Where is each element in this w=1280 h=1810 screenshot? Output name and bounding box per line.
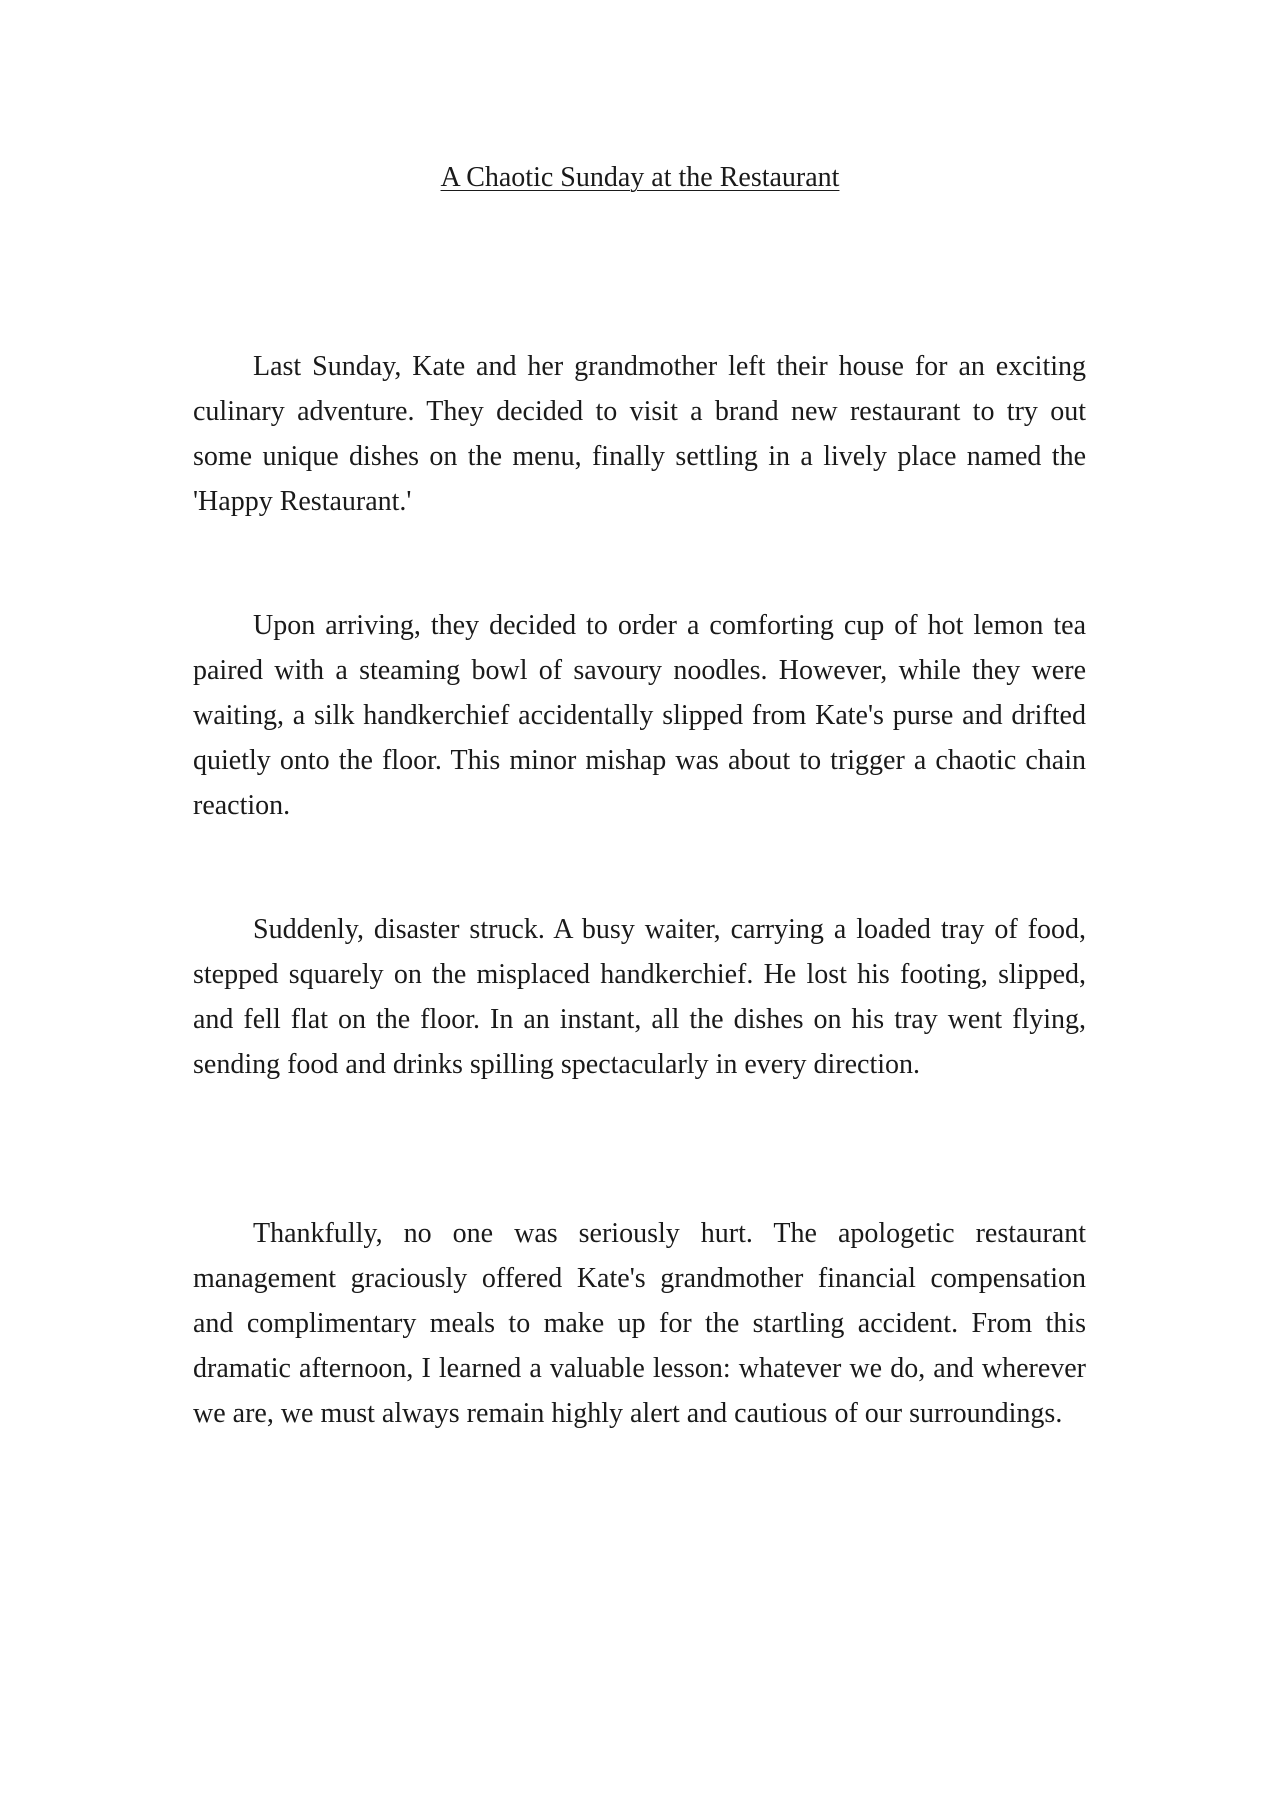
paragraph-3: Suddenly, disaster struck. A busy waiter, carrying a loaded tray of food, stepped squarely on the misplaced handkerchief. He lost his footing, slipped, and fell flat on the floor. In an instant, all the dishes on his tray went flying, sending food and drinks spilling spectacularly in every direction. [193,914,1086,1080]
paragraph-4: Thankfully, no one was seriously hurt. The apologetic restaurant management graciously offered Kate's grandmother financial compensation and complimentary meals to make up for the startling accident. From this dramatic afternoon, I learned a valuable lesson: whatever we do, and wherever we are, we must always remain highly alert and cautious of our surroundings. [193,1218,1086,1429]
paragraph-1: Last Sunday, Kate and her grandmother left their house for an exciting culinary adventure. They decided to visit a brand new restaurant to try out some unique dishes on the menu, finally settling in a lively place named the 'Happy Restaurant.' [193,351,1086,517]
document-title [0,160,1280,196]
paragraph-2: Upon arriving, they decided to order a comforting cup of hot lemon tea paired with a steaming bowl of savoury noodles. However, while they were waiting, a silk handkerchief accidentally slipped from Kate's purse and drifted quietly onto the floor. This minor mishap was about to trigger a chaotic chain reaction. [193,610,1086,821]
document-title-text: A Chaotic Sunday at the Restaurant [440,162,840,193]
